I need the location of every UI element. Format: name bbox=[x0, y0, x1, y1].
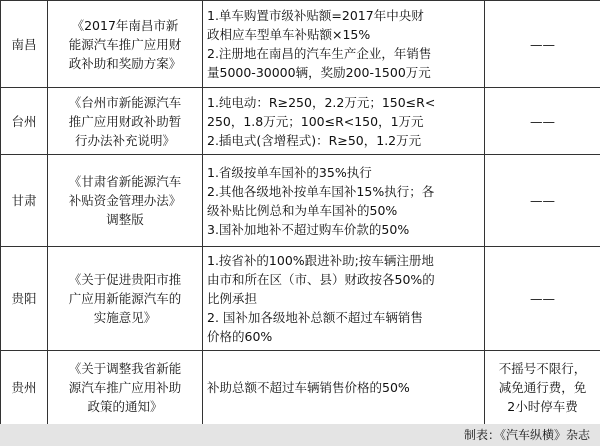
subsidy-detail-cell-line: 由市和所在区（市、县）财政按各50%的 bbox=[207, 272, 435, 287]
subsidy-detail-cell-line: 级补贴比例总和为单车国补的50% bbox=[207, 202, 398, 218]
policy-document-cell-line: 行办法补充说明》 bbox=[74, 132, 175, 148]
policy-document-cell bbox=[48, 1, 203, 88]
subsidy-detail-cell bbox=[203, 351, 485, 425]
subsidy-detail-cell bbox=[203, 155, 485, 247]
subsidy-detail-cell-line: 2.插电式(含增程式)：R≥50，1.2万元 bbox=[207, 132, 422, 148]
other-benefits-cell-line: 2小时停车费 bbox=[507, 399, 578, 414]
region-cell: 贵阳 bbox=[1, 247, 48, 351]
policy-document-cell bbox=[48, 88, 203, 155]
other-benefits-cell-line: 减免通行费，免 bbox=[498, 380, 587, 395]
region-cell: 南昌 bbox=[1, 1, 48, 88]
subsidy-detail-cell-line: 3.国补加地补不超过购车价款的50% bbox=[207, 221, 410, 237]
policy-document-cell-line: 调整版 bbox=[106, 212, 144, 227]
policy-document-cell-line: 《关于促进贵阳市推 bbox=[68, 272, 182, 287]
subsidy-detail-cell-line: 1.按省补的100%跟进补助;按车辆注册地 bbox=[207, 253, 434, 268]
subsidy-detail-cell-line: 价格的60% bbox=[207, 329, 273, 344]
region-cell: 台州 bbox=[1, 88, 48, 155]
other-benefits-cell-line: —— bbox=[530, 113, 555, 129]
policy-document-cell-line: 《关于调整我省新能 bbox=[68, 361, 182, 376]
other-benefits-cell bbox=[485, 88, 600, 155]
other-benefits-cell-line: 不摇号不限行， bbox=[498, 361, 587, 376]
subsidy-detail-cell bbox=[203, 247, 485, 351]
policy-document-cell-line: 《2017年南昌市新 bbox=[71, 17, 179, 33]
region-cell: 甘肃 bbox=[1, 155, 48, 247]
policy-document-cell-line: 政策的通知》 bbox=[87, 399, 163, 414]
subsidy-detail-cell-line: 1.省级按单车国补的35%执行 bbox=[207, 164, 372, 180]
region-cell: 贵州 bbox=[1, 351, 48, 425]
subsidy-detail-cell-line: 2.其他各级地补按单车国补15%执行；各 bbox=[207, 183, 435, 199]
other-benefits-cell-line: —— bbox=[530, 291, 555, 306]
subsidy-detail-cell-line: 2.注册地在南昌的汽车生产企业，年销售 bbox=[207, 46, 432, 61]
policy-document-cell bbox=[48, 351, 203, 425]
table-row bbox=[1, 88, 600, 155]
policy-document-cell-line: 实施意见》 bbox=[93, 310, 157, 325]
policy-document-cell-line: 《台州市新能源汽车 bbox=[68, 94, 182, 110]
policy-table-body bbox=[1, 1, 600, 425]
table-footer-credit: 制表：《汽车纵横》杂志 bbox=[0, 424, 600, 446]
policy-document-cell-line: 政补助和奖励方案》 bbox=[68, 55, 182, 71]
table-row bbox=[1, 155, 600, 247]
policy-document-cell bbox=[48, 155, 203, 247]
policy-document-cell-line: 能源汽车推广应用财 bbox=[68, 36, 182, 52]
subsidy-detail-cell bbox=[203, 88, 485, 155]
subsidy-detail-cell-line: 补助总额不超过车辆销售价格的50% bbox=[207, 380, 410, 395]
table-row bbox=[1, 351, 600, 425]
other-benefits-cell-line: —— bbox=[530, 36, 555, 52]
subsidy-detail-cell-line: 量5000-30000辆，奖励200-1500万元 bbox=[207, 65, 431, 80]
subsidy-detail-cell-line: 1.纯电动：R≥250，2.2万元；150≤R< bbox=[207, 94, 436, 110]
policy-document-cell-line: 补贴资金管理办法》 bbox=[68, 193, 182, 208]
subsidy-detail-cell-line: 比例承担 bbox=[207, 291, 258, 306]
table-row bbox=[1, 1, 600, 88]
other-benefits-cell bbox=[485, 155, 600, 247]
subsidy-detail-cell bbox=[203, 1, 485, 88]
other-benefits-cell bbox=[485, 351, 600, 425]
policy-document-cell bbox=[48, 247, 203, 351]
subsidy-detail-cell-line: 2. 国补加各级地补总额不超过车辆销售 bbox=[207, 310, 423, 325]
other-benefits-cell-line: —— bbox=[530, 193, 555, 208]
policy-document-cell-line: 广应用新能源汽车的 bbox=[68, 291, 182, 306]
policy-document-cell-line: 《甘肃省新能源汽车 bbox=[68, 174, 182, 189]
table-row bbox=[1, 247, 600, 351]
other-benefits-cell bbox=[485, 1, 600, 88]
subsidy-detail-cell-line: 政相应车型单车补贴额×15% bbox=[207, 27, 371, 42]
subsidy-detail-cell-line: 1.单车购置市级补贴额=2017年中央财 bbox=[207, 8, 424, 23]
subsidy-detail-cell-line: 250，1.8万元；100≤R<150，1万元 bbox=[207, 113, 424, 129]
policy-document-cell-line: 推广应用财政补助暂 bbox=[68, 113, 182, 129]
other-benefits-cell bbox=[485, 247, 600, 351]
policy-document-cell-line: 源汽车推广应用补助 bbox=[68, 380, 182, 395]
